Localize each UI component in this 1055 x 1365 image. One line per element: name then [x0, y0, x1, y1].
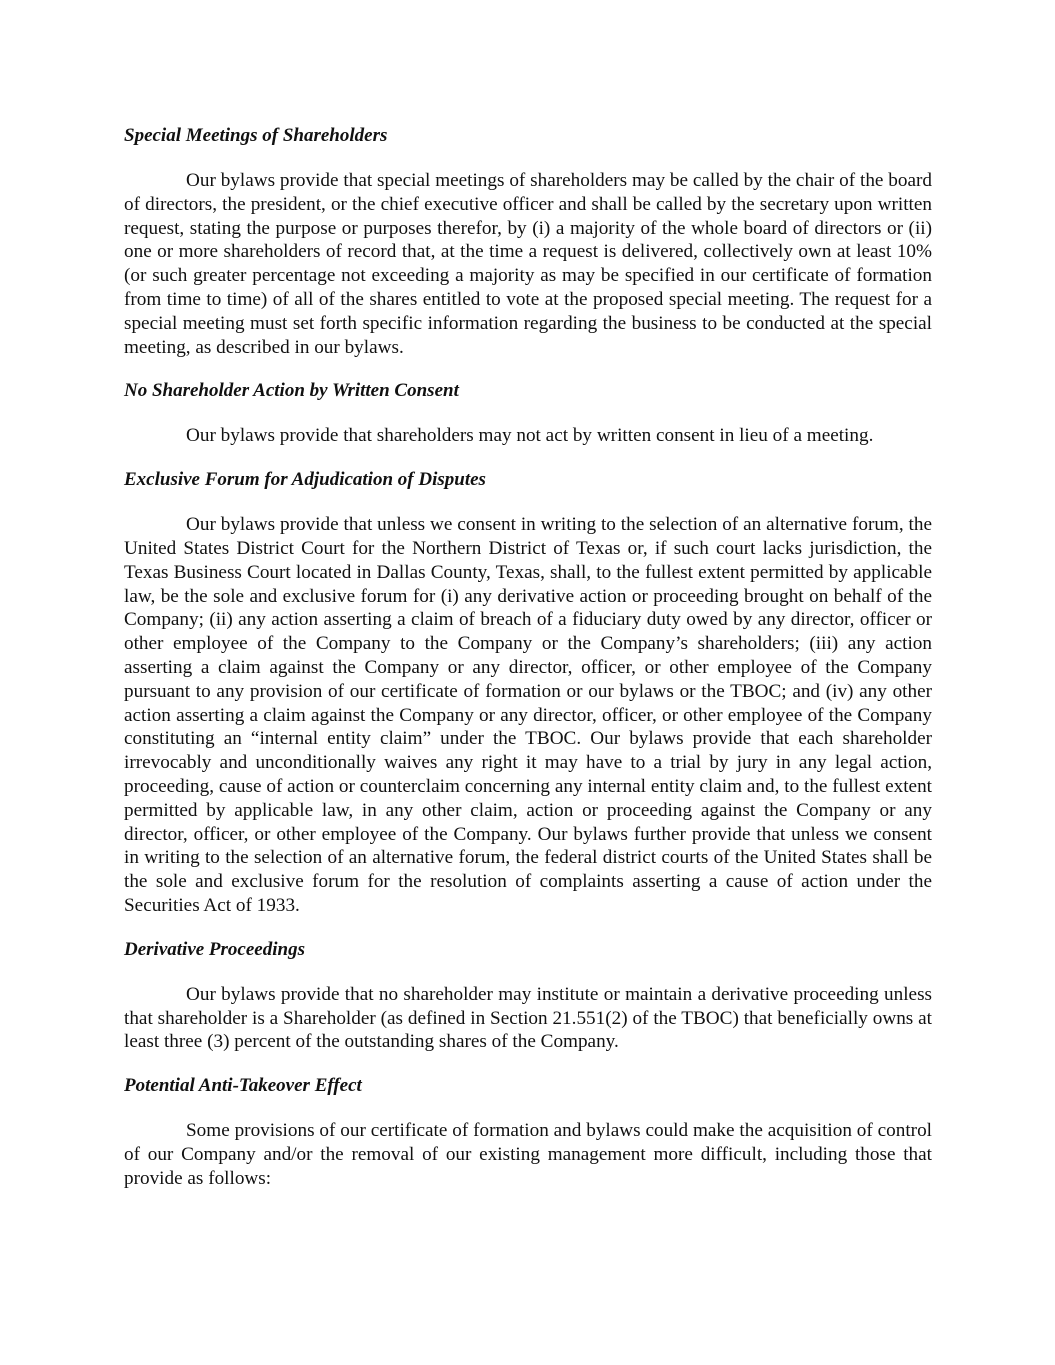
- section-paragraph: Our bylaws provide that special meetings of shareholders may be called by the chair of the board of directors, the president, or the chief executive officer and shall be called by the secretary upon written request, stating the purpose or purposes therefor, by (i) a majority of the whole board of directors or (ii) one or more shareholders of record that, at the time a request is delivered, collectively own at least 10% (or such greater percentage not exceeding a majority as may be specified in our certificate of formation from time to time) of all of the shares entitled to vote at the proposed special meeting. The request for a special meeting must set forth specific information regarding the business to be conducted at the special meeting, as described in our bylaws.: [124, 170, 932, 358]
- section-heading: No Shareholder Action by Written Consent: [124, 380, 459, 402]
- section-anti-takeover: [124, 1074, 932, 1190]
- section-paragraph: Some provisions of our certificate of formation and bylaws could make the acquisition of control of our Company and/or the removal of our existing management more difficult, including those that provide as follows:: [124, 1120, 932, 1189]
- section-special-meetings: [124, 124, 932, 359]
- section-heading: Derivative Proceedings: [124, 938, 305, 960]
- section-no-written-consent: [124, 379, 932, 448]
- section-derivative-proceedings: [124, 938, 932, 1054]
- document-page: [124, 124, 932, 1211]
- section-paragraph: Our bylaws provide that no shareholder may institute or maintain a derivative proceeding unless that shareholder is a Shareholder (as defined in Section 21.551(2) of the TBOC) that beneficially owns at least three (3) percent of the outstanding shares of the Company.: [124, 983, 932, 1053]
- section-exclusive-forum: [124, 468, 932, 918]
- section-heading: Potential Anti-Takeover Effect: [124, 1075, 362, 1097]
- section-heading: Exclusive Forum for Adjudication of Disputes: [124, 469, 486, 491]
- section-paragraph: Our bylaws provide that shareholders may not act by written consent in lieu of a meeting.: [186, 425, 874, 447]
- section-heading: Special Meetings of Shareholders: [124, 125, 388, 146]
- section-paragraph: Our bylaws provide that unless we consent in writing to the selection of an alternative forum, the United States District Court for the Northern District of Texas or, if such court lacks jurisdiction, the Texas Business Court located in Dallas County, Texas, shall, to the fullest extent permitted by applicable law, be the sole and exclusive forum for (i) any derivative action or proceeding brought on behalf of the Company; (ii) any action asserting a claim of breach of a fiduciary duty owed by any director, officer or other employee of the Company to the Company or the Company’s shareholders; (iii) any action asserting a claim against the Company or any director, officer, or other employee of the Company pursuant to any provision of our certificate of formation or our bylaws or the TBOC; and (iv) any other action asserting a claim against the Company or any director, officer, or other employee of the Company constituting an “internal entity claim” under the TBOC. Our bylaws provide that each shareholder irrevocably and unconditionally waives any right it may have to a trial by jury in any legal action, proceeding, cause of action or counterclaim concerning any internal entity claim and, to the fullest extent permitted by applicable law, in any other claim, action or proceeding against the Company or any director, officer, or other employee of the Company. Our bylaws further provide that unless we consent in writing to the selection of an alternative forum, the federal district courts of the United States shall be the sole and exclusive forum for the resolution of complaints asserting a cause of action under the Securities Act of 1933.: [124, 514, 932, 916]
